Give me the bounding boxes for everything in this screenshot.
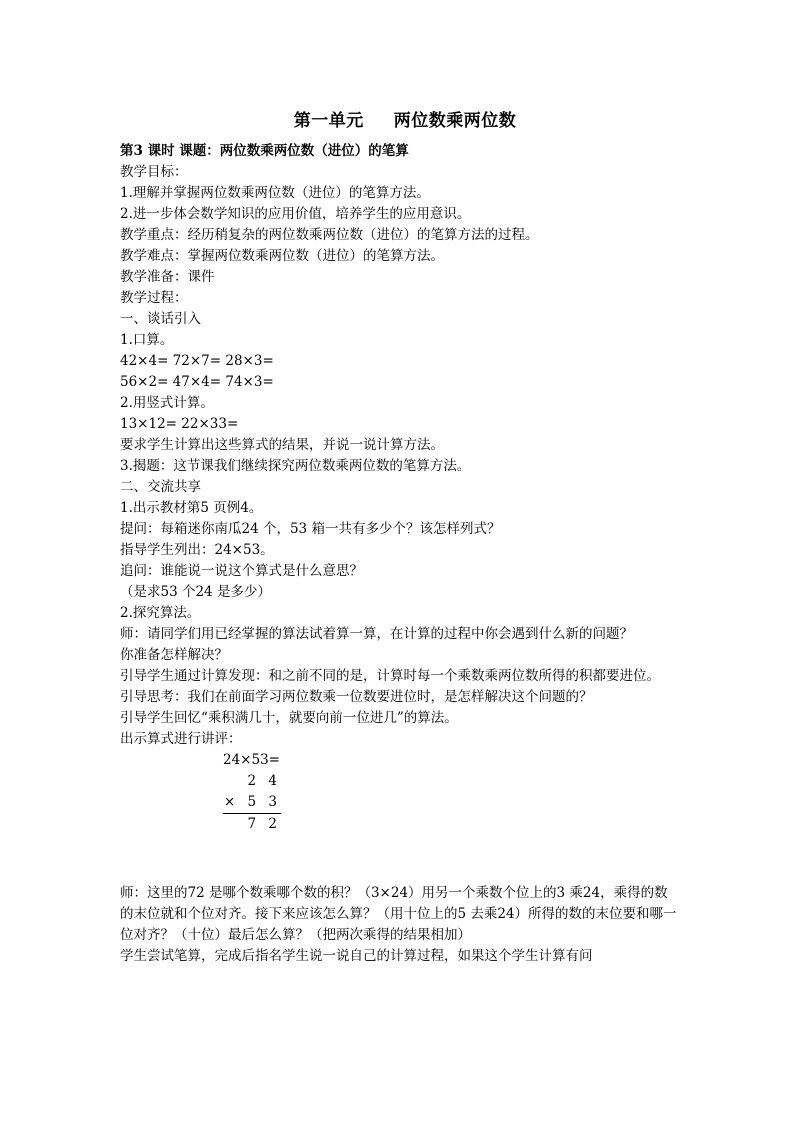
text-paragraph: 引导学生通过计算发现：和之前不同的是，计算时每一个乘数乘两位数所得的积都要进位。 <box>120 668 660 684</box>
calc-expression: 24×53= <box>223 752 280 768</box>
text-line: 3.揭题：这节课我们继续探究两位数乘两位数的笔算方法。 <box>120 458 471 474</box>
text-paragraph: 师：这里的72 是哪个数乘哪个数的积？（3×24）用另一个乘数个位上的3 乘24，乘得的数的末位就和个位对齐。接下来应该怎么算？（用十位上的5 去乘24）所得的数的末位要和哪一位对齐？（十位）最后怎么算？（把两次乘得的结果相加） <box>120 885 677 943</box>
text-line: 教学难点：掌握两位数乘两位数（进位）的笔算方法。 <box>120 248 444 264</box>
body-bottom <box>120 883 680 967</box>
text-line: 要求学生计算出这些算式的结果，并说一说计算方法。 <box>120 437 444 453</box>
body-top <box>120 162 680 750</box>
text-paragraph: 师：请同学们用已经掌握的算法试着算一算，在计算的过程中你会遇到什么新的问题？ <box>120 626 633 642</box>
section-heading: 二、交流共享 <box>120 479 201 495</box>
lesson-subtitle: 第3 课时 课题：两位数乘两位数（进位）的笔算 <box>120 143 409 159</box>
document-title <box>130 106 680 131</box>
text-line: 2.探究算法。 <box>120 605 201 621</box>
calc-partial-product: 7 2 <box>247 816 281 832</box>
text-line: 教学重点：经历稍复杂的两位数乘两位数（进位）的笔算方法的过程。 <box>120 227 539 243</box>
calc-bottom-operand: × 5 3 <box>223 794 281 810</box>
text-line: 1.理解并掌握两位数乘两位数（进位）的笔算方法。 <box>120 185 430 201</box>
section-heading: 一、谈话引入 <box>120 311 201 327</box>
calc-top-operand: 2 4 <box>247 773 281 789</box>
text-line: 出示算式进行讲评： <box>120 731 242 747</box>
unit-title: 第一单元 <box>293 111 364 131</box>
document-page <box>120 100 680 967</box>
text-line: 教学过程： <box>120 290 188 306</box>
text-line: （是求53 个24 是多少） <box>120 584 271 600</box>
text-line: 教学准备：课件 <box>120 269 215 285</box>
text-line: 42×4= 72×7= 28×3= <box>120 353 274 369</box>
text-line: 指导学生列出：24×53。 <box>120 542 274 558</box>
text-paragraph: 学生尝试笔算，完成后指名学生说一说自己的计算过程，如果这个学生计算有问 <box>120 948 593 964</box>
text-line: 教学目标： <box>120 164 188 180</box>
text-line: 追问：谁能说一说这个算式是什么意思？ <box>120 563 363 579</box>
text-line: 引导思考：我们在前面学习两位数乘一位数要进位时，是怎样解决这个问题的？ <box>120 689 593 705</box>
text-line: 提问：每箱迷你南瓜24 个，53 箱一共有多少个？该怎样列式？ <box>120 521 501 537</box>
text-line: 1.口算。 <box>120 332 174 348</box>
text-line: 1.出示教材第5 页例4。 <box>120 500 263 516</box>
text-line: 13×12= 22×33= <box>120 416 239 432</box>
text-line: 引导学生回忆“乘积满几十，就要向前一位进几”的算法。 <box>120 710 458 726</box>
text-line: 你准备怎样解决？ <box>120 647 228 663</box>
text-line: 56×2= 47×4= 74×3= <box>120 374 274 390</box>
text-line: 2.进一步体会数学知识的应用价值，培养学生的应用意识。 <box>120 206 471 222</box>
text-line: 2.用竖式计算。 <box>120 395 214 411</box>
topic-title: 两位数乘两位数 <box>393 111 517 131</box>
vertical-calculation <box>223 750 680 835</box>
